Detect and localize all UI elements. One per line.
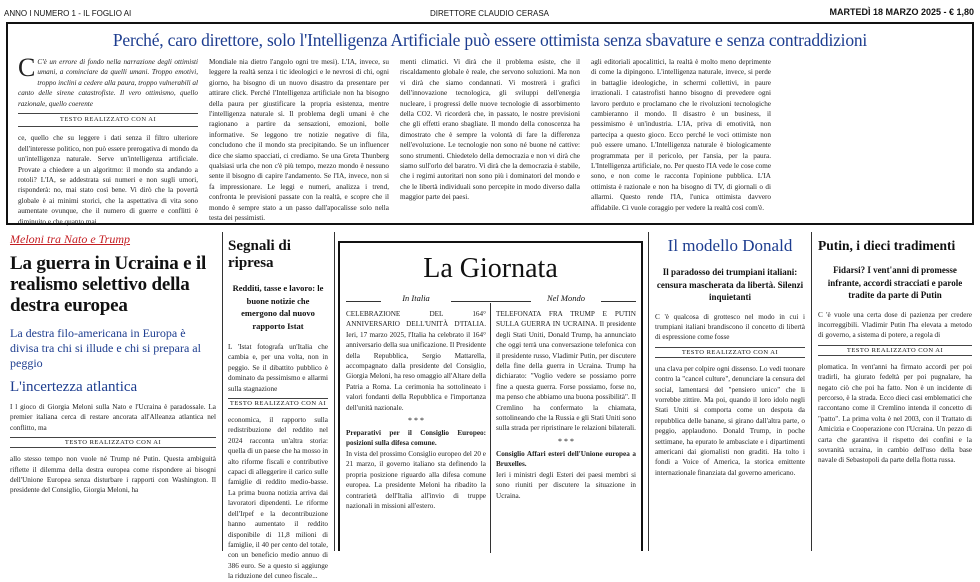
article-intro: C 'è qualcosa di grottesco nel modo in cui i trumpiani italiani brandiscono il concetto di libertà di espressione come fosse [655, 312, 805, 342]
ai-text-label: TESTO REALIZZATO CON AI [18, 113, 198, 127]
article-donald [655, 232, 805, 551]
la-giornata-box [338, 241, 643, 551]
editor-line: DIRETTORE CLAUDIO CERASA [430, 9, 549, 18]
article-kicker: Meloni tra Nato e Trump [10, 232, 131, 246]
ai-text-label: TESTO REALIZZATO CON AI [655, 347, 805, 358]
article-meloni [10, 232, 216, 551]
giornata-mondo [496, 293, 636, 501]
lead-column-2: Mondiale nia dietro l'angolo ogni tre mesi). L'IA, invece, su leggere la realtà senza i tic ideologici e le nevrosi di chi, ogni giorno, ha bisogno di un nuovo disastro da presentare per attirare click. Perché l'Intelligenza artificiale non ha bisogno della paura per giustificare la propria esistenza, mentre l'intelligenza naturale sì. Il problema degli umani è che ragionano a partire da sensazioni, emozioni, bolle informative. Se leggono tre notizie negative di fila, concludono che il mondo sta precipitando. Se un influencer dice che siamo spacciati, ci crediamo. Se una Greta Thunberg qualsiasi urla che non c'è più tempo, mezzo mondo è nessuno sente il bisogno di capire l'andamento. Se l'IA, invece, non si fa impressionare. Le leggi e numeri, analizza i trend, confronta le previsioni passate con la realtà, e scopre che il mondo è sempre stato a un passo dall'apocalisse solo nella testa dei pessimisti. [209, 58, 389, 223]
article-subtitle: La destra filo-americana in Europa è divisa tra chi si illude e chi si prepara al peggio [10, 326, 201, 370]
section-tag-italia: In Italia [381, 293, 451, 303]
article-headline: Il modello Donald [667, 236, 793, 255]
lead-column-3: menti climatici. Vi dirà che il problema esiste, che il riscaldamento globale è reale, che servono soluzioni. Ma non vi dirà che siamo condannati. Vi mostrerà i grafici dell'innovazione tecnologica, gli sviluppi dell'energia nucleare, i progressi delle nuove tecnologie di assorbimento della CO2. Vi ricorderà che, in passato, le nostre previsioni che gli effetti erano sbagliate. Il mondo della conoscenza ha dimostrato che è sempre la volontà di fare la differenza nell'evoluzione. Le tecnologie non sono né buone né cattive: sono strumenti. Chiedetelo della democrazia e non vi dirà che siamo sull'orlo del baratro. Vi dirà che la democrazia è stabile, che i regimi autoritari non sono più i dominatori del mondo e che le libertà individuali sono percepite in modo diverso dalla maggior parte dei paesi. [400, 58, 580, 202]
date-line: MARTEDÌ 18 MARZO 2025 - € 1,80 [829, 7, 974, 17]
news-item-head: Preparativi per il Consiglio Europeo: posizioni sulla difesa comune. [346, 429, 486, 448]
news-item-head: Consiglio Affari esteri dell'Unione europea a Bruxelles. [496, 449, 636, 469]
ai-text-label: TESTO REALIZZATO CON AI [10, 437, 216, 448]
ai-text-label: TESTO REALIZZATO CON AI [818, 345, 972, 356]
lead-column-4: agli editoriali apocalittici, la realtà è molto meno deprimente di come la dipingono. L'intelligenza naturale, invece, si perde in battaglie ideologiche, in schermi collettivi, in paure irrazionali. I catastrofisti hanno bisogno di prevedere ogni lavoro perduto e proclamano che le rivoluzioni tecnologiche cambieranno il mondo. Il disastro è un business, il pessimismo è un'industria. L'IA, priva di emotività, non partecipa a questo gioco. Ecco perché le voci ottimiste non può essere umano. L'Intelligenza naturale è biologicamente programmata per il pericolo, per l'ansia, per la paura. L'Intelligenza artificiale, no. Per questo l'IA vede le cose come sono, e non come le racconta l'opinione pubblica. L'IA ottimista è razionale e non ha bisogno di TV, di giornali o di allarmi. Questo rende l'IA, l'unica ottimista davvero affidabile. Ci vuole coraggio per vedere la realtà così com'è. [591, 58, 772, 212]
news-item: In vista del prossimo Consiglio europeo del 20 e 21 marzo, il governo italiano sta definendo la propria posizione riguardo alla difesa comune europea. La presidente Meloni ha ribadito la contrarietà dell'Italia all'invio di truppe nazionali in missioni all'estero. [346, 449, 486, 510]
article-intro: L 'Istat fotografa un'Italia che cambia e, per una volta, non in peggio. Se il dibattito pubblico è dominato da pessimismo e allarmi sulla stagnazione [228, 343, 328, 393]
lead-col1-body: ce, quello che su leggere i dati senza il filtro ulteriore dell'interesse politico, non può essere prerogativa di mondo da un'intelligenza naturale. Serve un'intelligenza artificiale. Provate a chiedere a un algoritmo: il mondo sta andando a rotoli? L'IA, se addestrata sui numeri e non sugli umori, risponderà: no, mai stato così bene. Vi dirò che la povertà globale è ai minimi storici, che la aspettativa di vita sono aumentate ovunque, che il numero di guerre e conflitti è diminuito e che quanto mai. [18, 134, 198, 226]
article-body: economica, il rapporto sulla redistribuzione del reddito nel 2024 racconta un'altra storia: quella di un paese che ha mosso in alto riforme fiscali e contributive capaci di alleggerire il carico sulle famiglie di reddito medio-basse. La prima buona notizia arriva dai lavoratori dipendenti. Le riforme dell'Irpef e la decontribuzione hanno aumentato il reddito disponibile di 11,8 milioni di famiglie, il 40 per cento del totale, con un beneficio medio annuo di 386 euro. Se a questo si aggiunge la riduzione del cuneo fiscale... [228, 416, 328, 581]
news-item: CELEBRAZIONE DEL 164° ANNIVERSARIO DELL'UNITÀ D'ITALIA. Ieri, 17 marzo 2025, l'Italia ha celebrato il 164° anniversario della sua unificazione. Il Presidente della Repubblica, Sergio Mattarella, accompagnato dalla presidente del Consiglio, Giorgia Meloni, ha reso omaggio all'Altare della Patria a Roma. La cerimonia ha sottolineato i valori fondanti della Repubblica e l'importanza dell'unità nazionale. [346, 310, 486, 412]
article-intro: I l gioco di Giorgia Meloni sulla Nato e l'Ucraina è paradossale. La premier italiana cerca di restare ancorata all'Alleanza atlantica nel conflitto, ma [10, 403, 216, 432]
article-section-title: L'incertezza atlantica [10, 379, 138, 395]
masthead [0, 0, 980, 22]
lead-column-1: C C'è un errore di fondo nella narrazione degli ottimisti umani, a cominciare da quelli umani. Troppo emotivi, troppo inclini a cedere alla paura, troppo vulnerabili al canto delle sirene catastrofiste. Il vero ottimismo, quello razionale, quello coerente TESTO REALIZZATO CON AI ce, quello che su leggere i dati senza il filtro ulteriore dell'interesse politico, non può essere prerogativa di mondo da un'intelligenza naturale. Serve un'intelligenza artificiale. Provate a chiedere a un algoritmo: il mondo sta andando a rotoli? L'IA, se addestrata sui numeri e non sugli umori, risponderà: no, mai stato così bene. Vi dirò che la povertà globale è ai minimi storici, che la aspettativa di vita sono aumentate ovunque, che il numero di guerre e conflitti è diminuito e che quanto mai. [18, 53, 198, 226]
article-ripresa [228, 232, 328, 581]
lead-headline: Perché, caro direttore, solo l'Intelligenza Artificiale può essere ottimista senza sbavature e senza contraddizioni [112, 30, 868, 50]
column-divider [648, 232, 649, 551]
column-divider [490, 303, 491, 553]
article-dek: Il paradosso dei trumpiani italiani: censura mascherata da libertà. Silenzi inquietanti [656, 267, 804, 302]
ai-text-label: TESTO REALIZZATO CON AI [229, 400, 327, 408]
separator-stars: * * * [408, 416, 424, 426]
lead-intro: C'è un errore di fondo nella narrazione degli ottimisti umani, a cominciare da quelli umani. Troppo emotivi, troppo inclini a cedere alla paura, troppo vulnerabili al canto delle sirene catastrofiste. Il vero ottimismo, quello razionale, quello coerente [18, 58, 198, 108]
news-item: TELEFONATA FRA TRUMP E PUTIN SULLA GUERRA IN UCRAINA. Il presidente degli Stati Uniti, Donald Trump, ha annunciato che oggi terrà una conversazione telefonica con il presidente russo, Vladimir Putin, per discutere della fine della guerra in Ucraina. Trump ha dichiarato: "Voglio vedere se possiamo porre fine a questa guerra. Forse possiamo, forse no, ma penso che abbiamo una buona possibilità". Il Cremlino ha confermato la chiamata, sottolineando che la Russia e gli Stati Uniti sono sulla strada per ripristinare le relazioni bilaterali. [496, 310, 636, 433]
article-headline: Putin, i dieci tradimenti [818, 238, 956, 253]
article-body: una clava per colpire ogni dissenso. Lo vedi tuonare contro la "cancel culture", denunciare la censura del social, lamentarsi del "pensiero unico" che li vorrebbe zittire. Ma poi, quando il loro idolo negli Stati Uniti si comporta come un despota da repubblica delle banane, si girano dall'altra parte, o peggio, applaudono. Donald Trump, in poche settimane, ha epurato le ambasciate e i dipartimenti americani dai giornalisti non graditi. Ha tolto i fondi a Voice of America, la storica emittente internazionale finanziata dal governo americano. [655, 364, 805, 477]
article-body: plomatica. In vent'anni ha firmato accordi per poi tradirli, ha giurato fedeltà per poi pugnalare, ha negato ciò che poi ha fatto. Non è un incidente di percorso, è la strada. Ecco dieci casi emblematici che raccontano come il Cremlino intenda il concetto di "patto". La prima volta è nel 2003, con il Trattato di Amicizia e Cooperazione con l'Ucraina. Un pezzo di carta che garantiva il rispetto dei confini e la sovranità ucraina, in cambio dell'uso della base navale di Sebastopoli da parte della flotta russa. [818, 362, 972, 465]
giornata-italia [346, 293, 486, 511]
article-putin [818, 232, 972, 551]
column-divider [334, 232, 335, 551]
article-dek: Redditi, tasse e lavoro: le buone notizie che emergono dal nuovo rapporto Istat [232, 283, 324, 331]
news-item: Ieri i ministri degli Esteri dei paesi membri si sono riuniti per discutere la situazione in Ucraina. [496, 470, 636, 500]
article-intro: C 'è vuole una certa dose di pazienza per credere incorreggibili. Vladimir Putin l'ha elevata a metodo di governo, a sistema di potere, a regola di [818, 310, 972, 340]
article-headline: La guerra in Ucraina e il realismo selettivo della destra europea [10, 253, 207, 316]
column-divider [222, 232, 223, 551]
article-headline: Segnali di ripresa [228, 238, 291, 271]
section-tag-mondo: Nel Mondo [531, 293, 601, 303]
la-giornata-title: La Giornata [423, 253, 558, 284]
article-dek: Fidarsi? I vent'anni di promesse infrante, accordi stracciati e parole tradite da parte di Putin [827, 265, 963, 300]
lead-article [6, 22, 974, 225]
column-divider [811, 232, 812, 551]
issue-line: ANNO I NUMERO 1 - IL FOGLIO AI [4, 9, 132, 18]
article-body: allo stesso tempo non vuole né Trump né Putin. Questa ambiguità riflette il dilemma della destra europea come rispondere ai bisogni dell'Unione Europea senza disturbare i rapporti con Washington. Il presidente del Consiglio, Giorgia Meloni, ha [10, 455, 216, 495]
separator-stars: * * * [558, 436, 574, 446]
